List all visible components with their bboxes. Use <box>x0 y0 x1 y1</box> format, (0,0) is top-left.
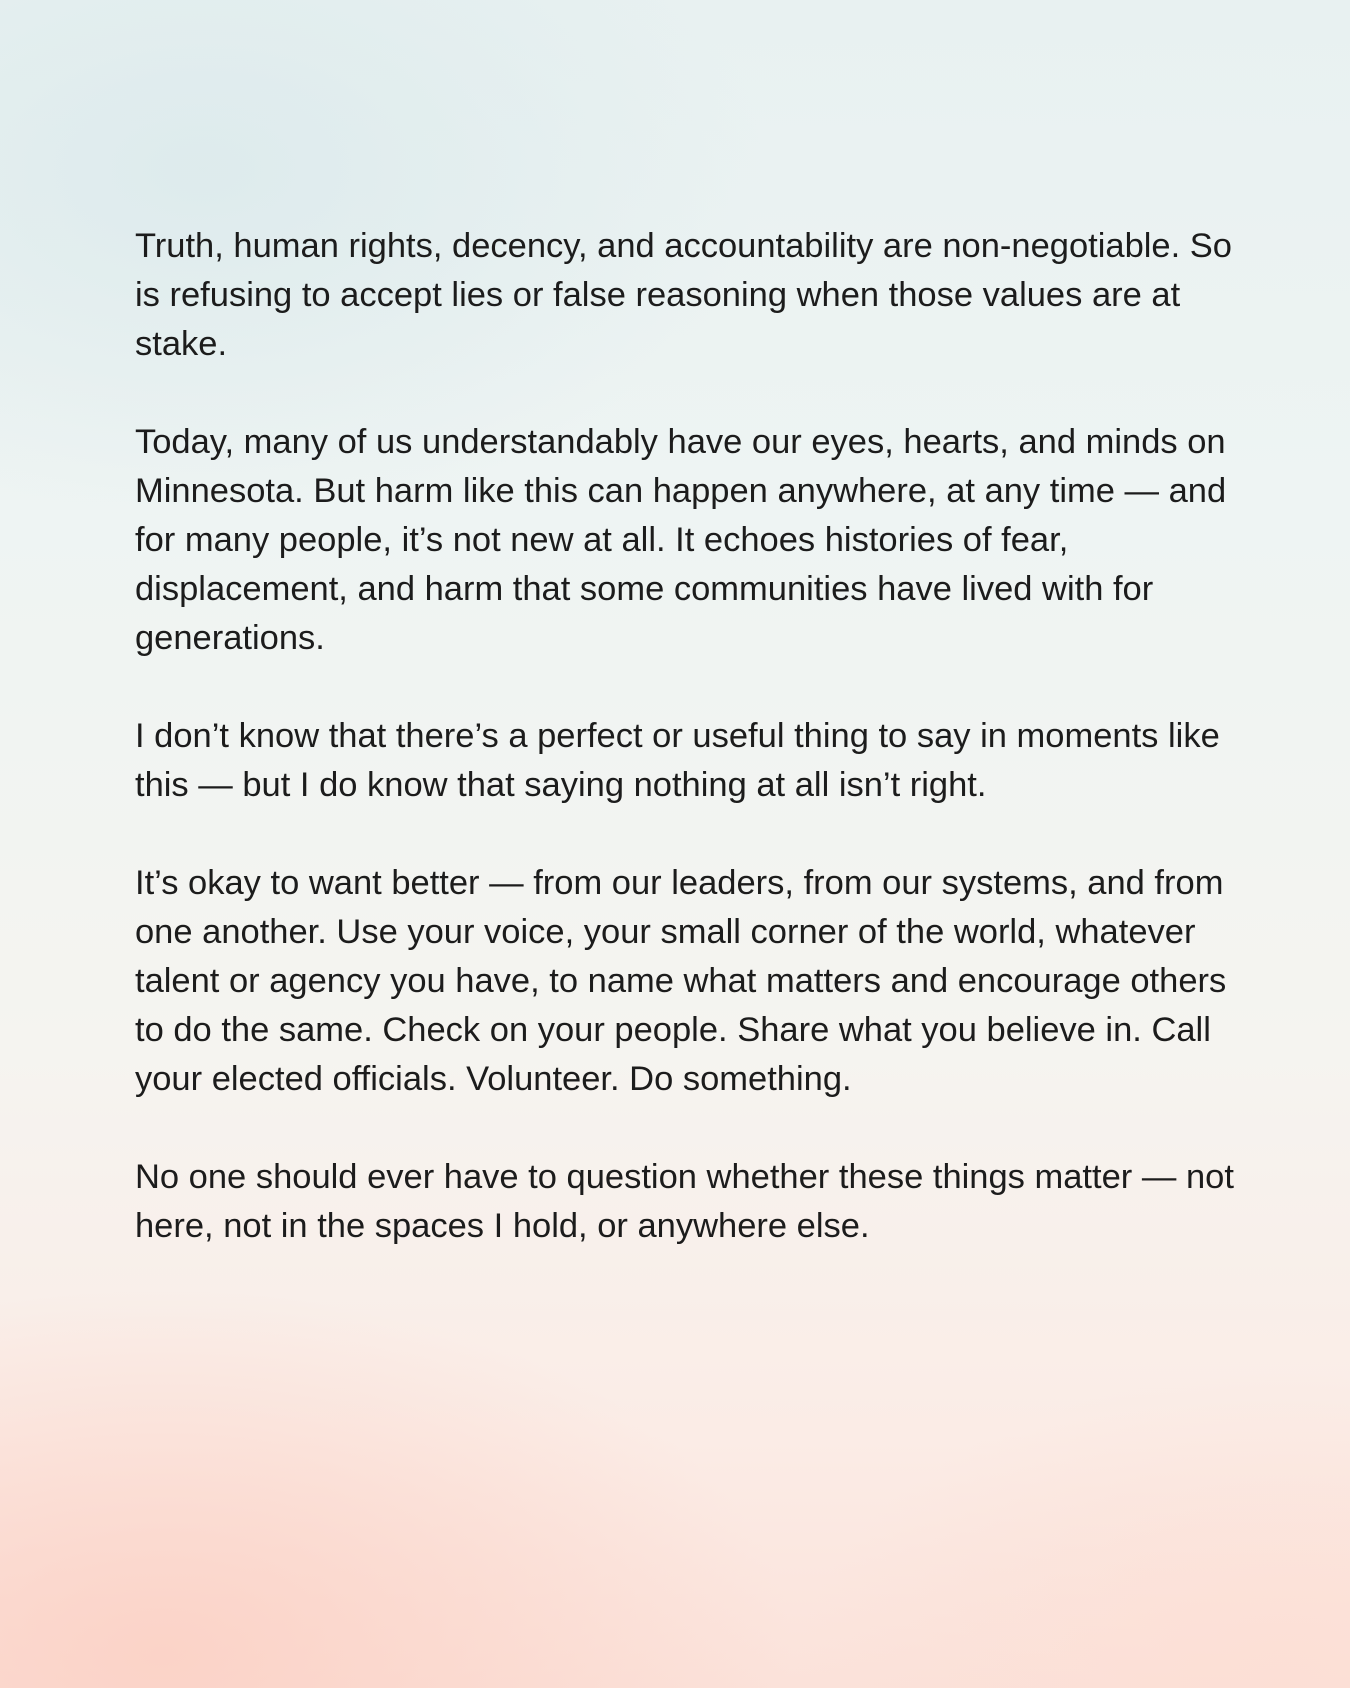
paragraph-minnesota: Today, many of us understandably have our eyes, hearts, and minds on Minnesota. But harm like this can happen anywhere, at any time — and for many people, it’s not new at all. It echoes histories of fear, displacement, and harm that some communities have lived with for generations. <box>135 423 1227 657</box>
paragraph-values: Truth, human rights, decency, and accountability are non-negotiable. So is refusing to accept lies or false reasoning when those values are at stake. <box>135 227 1232 363</box>
paragraph-saying-nothing: I don’t know that there’s a perfect or useful thing to say in moments like this — but I do know that saying nothing at all isn’t right. <box>135 717 1220 804</box>
paragraph-closing: No one should ever have to question whether these things matter — not here, not in the spaces I hold, or anywhere else. <box>135 1158 1234 1245</box>
paragraph-call-to-action: It’s okay to want better — from our leaders, from our systems, and from one another. Use your voice, your small corner of the world, whatever talent or agency you have, to name what matters and encourage others to do the same. Check on your people. Share what you believe in. Call your elected officials. Volunteer. Do something. <box>135 864 1227 1098</box>
statement-text-block <box>135 222 1245 1300</box>
